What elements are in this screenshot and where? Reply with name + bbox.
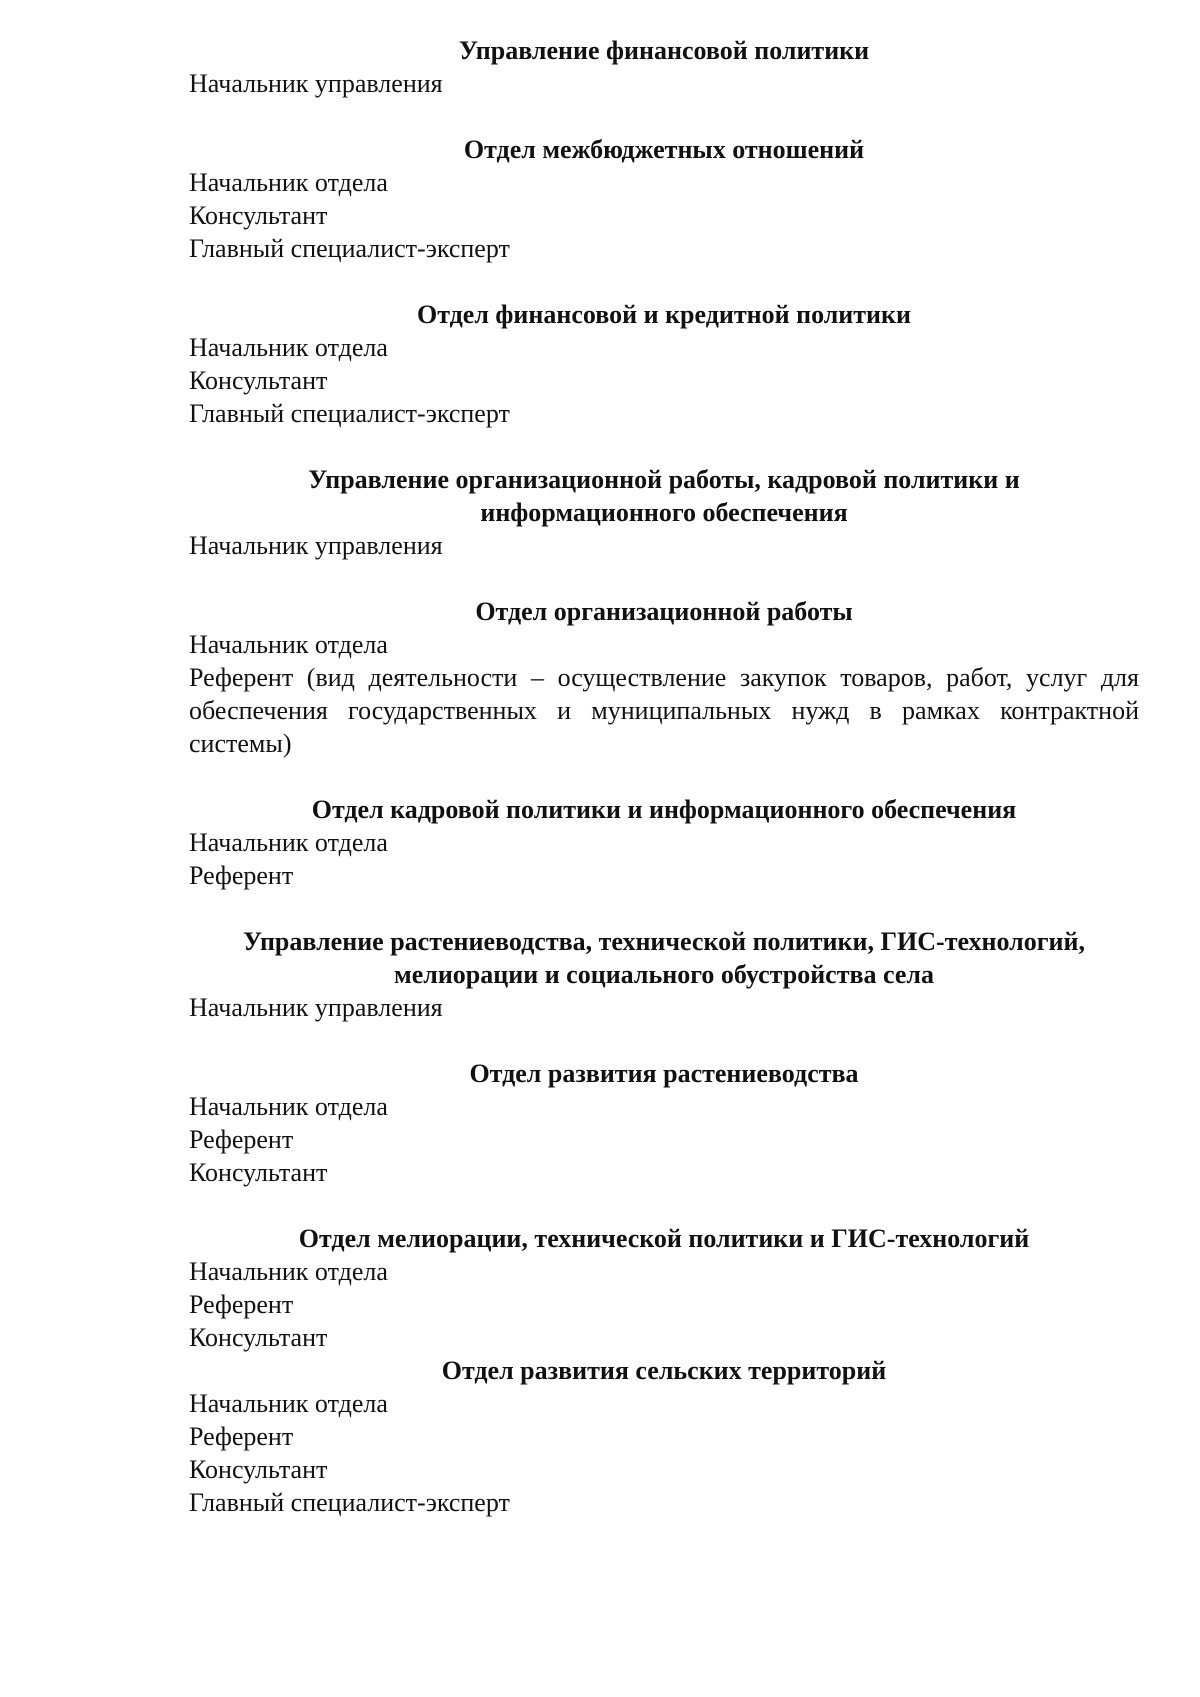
section-organizational-work bbox=[189, 595, 1139, 760]
position-line: Начальник отдела bbox=[189, 828, 388, 857]
position-line: Консультант bbox=[189, 1323, 328, 1352]
position-line: Начальник управления bbox=[189, 531, 443, 560]
position-line: Референт bbox=[189, 861, 294, 890]
section-heading: Отдел развития сельских территорий bbox=[441, 1356, 887, 1385]
position-line: Референт bbox=[189, 1290, 294, 1319]
section-heading-continued: мелиорации и социального обустройства села bbox=[393, 960, 935, 989]
position-line: Консультант bbox=[189, 366, 328, 395]
section-hr-policy-info bbox=[189, 793, 1139, 892]
position-line: Главный специалист-эксперт bbox=[189, 399, 510, 428]
position-paragraph: Референт (вид деятельности – осуществление закупок товаров, работ, услуг для обеспечения государственных и муниципальных нужд в рамках контрактной системы) bbox=[189, 663, 1139, 758]
position-line: Начальник отдела bbox=[189, 1257, 388, 1286]
position-line: Консультант bbox=[189, 201, 328, 230]
position-line: Консультант bbox=[189, 1455, 328, 1484]
section-financial-policy-directorate bbox=[189, 34, 1139, 100]
section-heading-continued: информационного обеспечения bbox=[480, 498, 848, 527]
position-line: Начальник управления bbox=[189, 993, 443, 1022]
section-crop-tech-gis-directorate bbox=[189, 925, 1139, 1024]
section-heading: Управление финансовой политики bbox=[458, 36, 870, 65]
position-line: Начальник отдела bbox=[189, 168, 388, 197]
section-heading: Отдел кадровой политики и информационного обеспечения bbox=[311, 795, 1017, 824]
position-line: Начальник отдела bbox=[189, 333, 388, 362]
section-heading: Отдел финансовой и кредитной политики bbox=[417, 300, 911, 329]
position-line: Начальник отдела bbox=[189, 1389, 388, 1418]
section-heading: Управление организационной работы, кадровой политики и bbox=[308, 465, 1020, 494]
section-heading: Управление растениеводства, технической политики, ГИС-технологий, bbox=[243, 927, 1085, 956]
section-rural-territories bbox=[189, 1354, 1139, 1519]
position-line: Консультант bbox=[189, 1158, 328, 1187]
section-financial-credit-policy bbox=[189, 298, 1139, 430]
section-melioration-tech-gis bbox=[189, 1222, 1139, 1354]
position-line: Главный специалист-эксперт bbox=[189, 234, 510, 263]
section-heading: Отдел мелиорации, технической политики и ГИС-технологий bbox=[298, 1224, 1030, 1253]
position-line: Начальник управления bbox=[189, 69, 443, 98]
section-crop-development bbox=[189, 1057, 1139, 1189]
position-line: Начальник отдела bbox=[189, 1092, 388, 1121]
position-line: Референт bbox=[189, 1125, 294, 1154]
position-line: Главный специалист-эксперт bbox=[189, 1488, 510, 1517]
section-interbudget-relations bbox=[189, 133, 1139, 265]
section-heading: Отдел организационной работы bbox=[475, 597, 853, 626]
section-heading: Отдел развития растениеводства bbox=[469, 1059, 859, 1088]
section-org-hr-info-directorate bbox=[189, 463, 1139, 562]
position-line: Начальник отдела bbox=[189, 630, 388, 659]
text-column bbox=[189, 34, 1139, 1519]
position-line: Референт bbox=[189, 1422, 294, 1451]
section-heading: Отдел межбюджетных отношений bbox=[463, 135, 865, 164]
